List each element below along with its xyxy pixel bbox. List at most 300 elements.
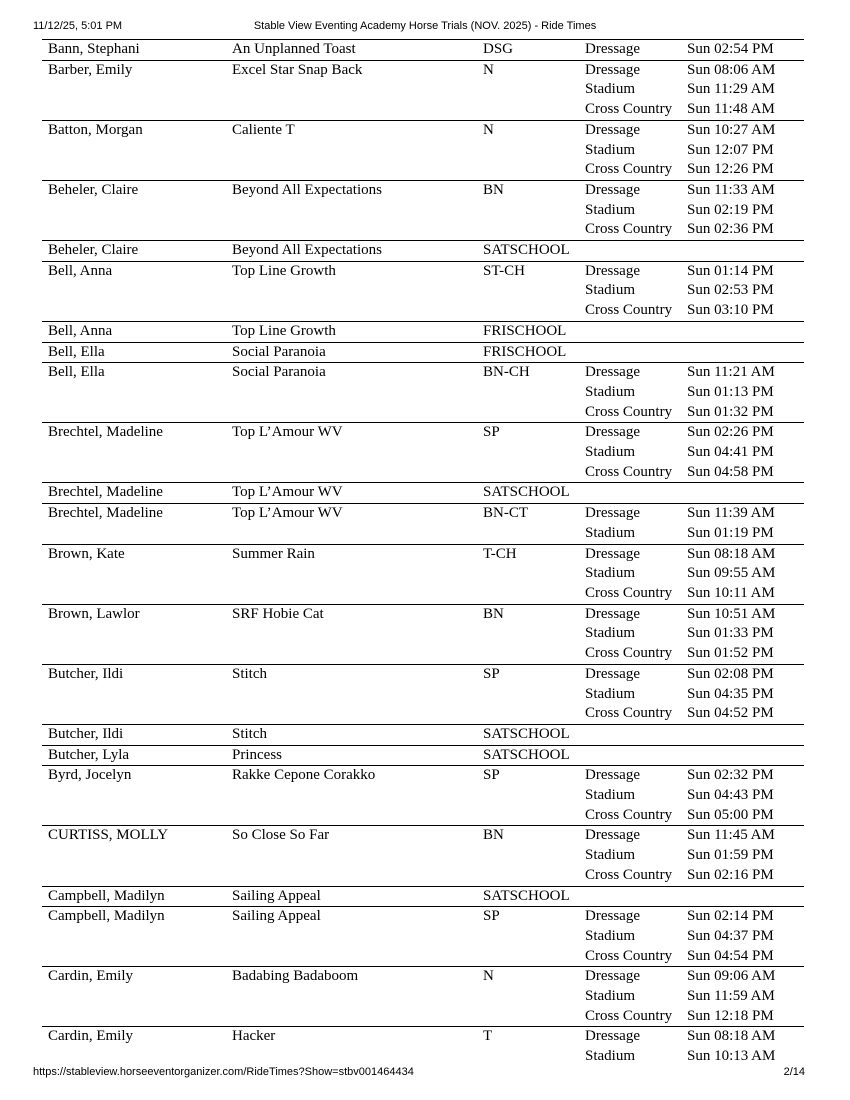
rider-name: Bell, Ella	[42, 342, 226, 363]
table-row	[42, 846, 804, 866]
phase: Dressage	[579, 604, 681, 624]
rider-name	[42, 987, 226, 1007]
rider-name: Cardin, Emily	[42, 1027, 226, 1047]
rider-name: Batton, Morgan	[42, 120, 226, 140]
rider-name: Bell, Anna	[42, 321, 226, 342]
ride-time: Sun 02:16 PM	[687, 866, 774, 883]
rider-name	[42, 220, 226, 240]
table-row	[42, 1007, 804, 1027]
division: FRISCHOOL	[477, 342, 579, 363]
phase: Stadium	[585, 141, 636, 158]
rider-name: Butcher, Ildi	[42, 664, 226, 684]
ride-time: Sun 04:58 PM	[687, 463, 774, 480]
division: FRISCHOOL	[477, 321, 579, 342]
phase: Stadium	[585, 282, 636, 299]
division: N	[477, 60, 579, 80]
ride-time: Sun 01:32 PM	[687, 403, 774, 420]
division	[477, 443, 579, 463]
division: SP	[477, 907, 579, 927]
division: BN	[477, 826, 579, 846]
ride-time	[681, 724, 804, 745]
ride-time: Sun 08:18 AM	[681, 1027, 804, 1047]
horse-name	[226, 786, 477, 806]
rider-name	[42, 866, 226, 886]
horse-name: Sailing Appeal	[226, 886, 477, 907]
division	[477, 201, 579, 221]
table-row	[42, 160, 804, 180]
table-row	[42, 967, 804, 987]
table-row	[42, 220, 804, 240]
phase: Cross Country	[585, 705, 673, 722]
ride-time: Sun 11:48 AM	[687, 101, 775, 118]
phase: Cross Country	[585, 947, 673, 964]
horse-name	[226, 201, 477, 221]
horse-name	[226, 403, 477, 423]
table-row	[42, 745, 804, 766]
ride-time	[681, 886, 804, 907]
ride-time: Sun 04:35 PM	[687, 685, 774, 702]
phase: Cross Country	[585, 302, 673, 319]
horse-name: Stitch	[226, 664, 477, 684]
horse-name	[226, 927, 477, 947]
phase: Dressage	[579, 1027, 681, 1047]
ride-time	[681, 321, 804, 342]
ride-time: Sun 02:26 PM	[681, 423, 804, 443]
ride-time: Sun 12:18 PM	[687, 1007, 774, 1024]
phase: Dressage	[579, 261, 681, 281]
division	[477, 281, 579, 301]
ride-time: Sun 02:08 PM	[681, 664, 804, 684]
division: BN	[477, 604, 579, 624]
division: T	[477, 1027, 579, 1047]
phase: Stadium	[585, 201, 636, 218]
ride-time	[681, 483, 804, 504]
phase: Dressage	[579, 826, 681, 846]
phase: Cross Country	[585, 101, 673, 118]
table-row	[42, 321, 804, 342]
division	[477, 584, 579, 604]
horse-name	[226, 463, 477, 483]
table-row	[42, 1027, 804, 1047]
phase	[579, 342, 681, 363]
horse-name	[226, 220, 477, 240]
rider-name: Butcher, Lyla	[42, 745, 226, 766]
table-row	[42, 423, 804, 443]
ride-time: Sun 02:19 PM	[687, 201, 774, 218]
table-row	[42, 724, 804, 745]
rider-name	[42, 281, 226, 301]
horse-name	[226, 443, 477, 463]
division: SATSCHOOL	[477, 724, 579, 745]
table-row	[42, 120, 804, 140]
horse-name	[226, 947, 477, 967]
rider-name: Barber, Emily	[42, 60, 226, 80]
ride-times-body	[42, 40, 804, 1067]
division	[477, 100, 579, 120]
horse-name	[226, 624, 477, 644]
ride-time: Sun 11:21 AM	[681, 363, 804, 383]
division	[477, 524, 579, 544]
phase: Stadium	[585, 1048, 636, 1065]
table-row	[42, 544, 804, 564]
rider-name	[42, 383, 226, 403]
division	[477, 947, 579, 967]
table-row	[42, 524, 804, 544]
horse-name: Badabing Badaboom	[226, 967, 477, 987]
ride-time: Sun 04:54 PM	[687, 947, 774, 964]
division: SP	[477, 423, 579, 443]
horse-name: Sailing Appeal	[226, 907, 477, 927]
phase: Stadium	[585, 988, 636, 1005]
division	[477, 220, 579, 240]
table-row	[42, 685, 804, 705]
division: BN-CT	[477, 504, 579, 524]
table-row	[42, 180, 804, 200]
table-row	[42, 1047, 804, 1067]
table-row	[42, 886, 804, 907]
division: SP	[477, 766, 579, 786]
rider-name: Brechtel, Madeline	[42, 504, 226, 524]
table-row	[42, 60, 804, 80]
division	[477, 80, 579, 100]
horse-name: Hacker	[226, 1027, 477, 1047]
horse-name	[226, 806, 477, 826]
table-row	[42, 281, 804, 301]
ride-time: Sun 01:19 PM	[687, 524, 774, 541]
rider-name: Brown, Kate	[42, 544, 226, 564]
horse-name: Top Line Growth	[226, 321, 477, 342]
ride-time: Sun 04:43 PM	[687, 787, 774, 804]
ride-time: Sun 11:33 AM	[681, 180, 804, 200]
division	[477, 160, 579, 180]
table-row	[42, 80, 804, 100]
rider-name	[42, 704, 226, 724]
horse-name	[226, 524, 477, 544]
phase: Stadium	[585, 847, 636, 864]
table-row	[42, 241, 804, 262]
ride-time: Sun 02:36 PM	[687, 221, 774, 238]
ride-time	[681, 745, 804, 766]
rider-name	[42, 685, 226, 705]
ride-time: Sun 11:45 AM	[681, 826, 804, 846]
table-row	[42, 947, 804, 967]
division: N	[477, 967, 579, 987]
division: SATSCHOOL	[477, 241, 579, 262]
rider-name	[42, 786, 226, 806]
phase: Cross Country	[585, 161, 673, 178]
rider-name	[42, 201, 226, 221]
horse-name: Top L’Amour WV	[226, 483, 477, 504]
division: ST-CH	[477, 261, 579, 281]
table-row	[42, 483, 804, 504]
table-row	[42, 806, 804, 826]
phase: Dressage	[579, 180, 681, 200]
ride-time: Sun 08:06 AM	[681, 60, 804, 80]
ride-time: Sun 09:55 AM	[687, 565, 776, 582]
horse-name	[226, 564, 477, 584]
ride-time	[681, 241, 804, 262]
rider-name: Brechtel, Madeline	[42, 483, 226, 504]
phase: Dressage	[579, 423, 681, 443]
horse-name	[226, 281, 477, 301]
rider-name: Bell, Ella	[42, 363, 226, 383]
table-row	[42, 201, 804, 221]
phase	[579, 483, 681, 504]
ride-time: Sun 10:27 AM	[681, 120, 804, 140]
phase: Dressage	[579, 544, 681, 564]
ride-time: Sun 01:52 PM	[687, 645, 774, 662]
rider-name	[42, 947, 226, 967]
page-number: 2/14	[783, 1066, 805, 1078]
rider-name	[42, 443, 226, 463]
division	[477, 141, 579, 161]
rider-name	[42, 806, 226, 826]
ride-time: Sun 11:29 AM	[687, 81, 775, 98]
ride-time: Sun 05:00 PM	[687, 806, 774, 823]
horse-name: Rakke Cepone Corakko	[226, 766, 477, 786]
division: N	[477, 120, 579, 140]
phase: Dressage	[579, 120, 681, 140]
ride-time	[681, 342, 804, 363]
horse-name: Caliente T	[226, 120, 477, 140]
rider-name	[42, 1007, 226, 1027]
phase: Cross Country	[585, 645, 673, 662]
phase: Stadium	[585, 524, 636, 541]
horse-name	[226, 866, 477, 886]
table-row	[42, 786, 804, 806]
table-row	[42, 100, 804, 120]
horse-name	[226, 1007, 477, 1027]
horse-name	[226, 846, 477, 866]
phase: Cross Country	[585, 463, 673, 480]
phase	[579, 745, 681, 766]
division: SP	[477, 664, 579, 684]
division: SATSCHOOL	[477, 483, 579, 504]
table-row	[42, 40, 804, 61]
division	[477, 987, 579, 1007]
horse-name: Beyond All Expectations	[226, 180, 477, 200]
horse-name: SRF Hobie Cat	[226, 604, 477, 624]
division: DSG	[477, 40, 579, 61]
division	[477, 806, 579, 826]
rider-name	[42, 927, 226, 947]
rider-name	[42, 160, 226, 180]
ride-time: Sun 02:54 PM	[681, 40, 804, 61]
table-row	[42, 826, 804, 846]
table-row	[42, 301, 804, 321]
rider-name: Bann, Stephani	[42, 40, 226, 61]
phase	[579, 321, 681, 342]
phase: Stadium	[585, 383, 636, 400]
horse-name	[226, 301, 477, 321]
table-row	[42, 463, 804, 483]
table-row	[42, 342, 804, 363]
division	[477, 1007, 579, 1027]
horse-name	[226, 141, 477, 161]
phase	[579, 724, 681, 745]
table-row	[42, 624, 804, 644]
phase: Cross Country	[585, 584, 673, 601]
ride-time: Sun 09:06 AM	[681, 967, 804, 987]
phase: Stadium	[585, 685, 636, 702]
table-row	[42, 564, 804, 584]
horse-name	[226, 644, 477, 664]
division	[477, 1047, 579, 1067]
page-title: Stable View Eventing Academy Horse Trials (NOV. 2025) - Ride Times	[253, 20, 597, 32]
phase: Stadium	[585, 787, 636, 804]
rider-name: Bell, Anna	[42, 261, 226, 281]
horse-name: Top Line Growth	[226, 261, 477, 281]
division	[477, 685, 579, 705]
division: T-CH	[477, 544, 579, 564]
phase: Dressage	[579, 40, 681, 61]
ride-time: Sun 03:10 PM	[687, 302, 774, 319]
ride-time: Sun 01:33 PM	[687, 625, 774, 642]
horse-name: So Close So Far	[226, 826, 477, 846]
phase: Dressage	[579, 504, 681, 524]
rider-name: Brechtel, Madeline	[42, 423, 226, 443]
rider-name	[42, 564, 226, 584]
rider-name	[42, 644, 226, 664]
division	[477, 786, 579, 806]
table-row	[42, 907, 804, 927]
rider-name	[42, 524, 226, 544]
rider-name: Beheler, Claire	[42, 180, 226, 200]
horse-name	[226, 80, 477, 100]
rider-name	[42, 141, 226, 161]
rider-name: Campbell, Madilyn	[42, 907, 226, 927]
table-row	[42, 261, 804, 281]
ride-time: Sun 12:07 PM	[687, 141, 774, 158]
rider-name	[42, 100, 226, 120]
horse-name	[226, 704, 477, 724]
ride-times-table	[42, 39, 804, 1067]
rider-name	[42, 80, 226, 100]
table-row	[42, 403, 804, 423]
rider-name: Butcher, Ildi	[42, 724, 226, 745]
phase: Dressage	[579, 60, 681, 80]
ride-time: Sun 08:18 AM	[681, 544, 804, 564]
horse-name: Beyond All Expectations	[226, 241, 477, 262]
horse-name	[226, 1047, 477, 1067]
rider-name	[42, 624, 226, 644]
table-row	[42, 363, 804, 383]
rider-name	[42, 301, 226, 321]
ride-time: Sun 12:26 PM	[687, 161, 774, 178]
horse-name	[226, 685, 477, 705]
horse-name	[226, 584, 477, 604]
horse-name: Princess	[226, 745, 477, 766]
phase	[579, 241, 681, 262]
rider-name: Brown, Lawlor	[42, 604, 226, 624]
phase: Dressage	[579, 766, 681, 786]
phase: Dressage	[579, 907, 681, 927]
ride-time: Sun 04:52 PM	[687, 705, 774, 722]
table-row	[42, 664, 804, 684]
phase: Stadium	[585, 927, 636, 944]
rider-name	[42, 1047, 226, 1067]
horse-name: Stitch	[226, 724, 477, 745]
phase: Dressage	[579, 967, 681, 987]
horse-name: Excel Star Snap Back	[226, 60, 477, 80]
division: BN-CH	[477, 363, 579, 383]
phase: Cross Country	[585, 221, 673, 238]
ride-time: Sun 10:11 AM	[687, 584, 775, 601]
table-row	[42, 504, 804, 524]
ride-time: Sun 01:13 PM	[687, 383, 774, 400]
table-row	[42, 383, 804, 403]
division: SATSCHOOL	[477, 745, 579, 766]
table-row	[42, 584, 804, 604]
print-datetime: 11/12/25, 5:01 PM	[33, 20, 123, 32]
division	[477, 403, 579, 423]
ride-time: Sun 10:13 AM	[687, 1048, 776, 1065]
rider-name: Byrd, Jocelyn	[42, 766, 226, 786]
rider-name: CURTISS, MOLLY	[42, 826, 226, 846]
horse-name	[226, 100, 477, 120]
ride-time: Sun 02:32 PM	[681, 766, 804, 786]
division	[477, 301, 579, 321]
phase: Cross Country	[585, 866, 673, 883]
division	[477, 927, 579, 947]
ride-time: Sun 10:51 AM	[681, 604, 804, 624]
ride-time: Sun 04:41 PM	[687, 444, 774, 461]
phase: Cross Country	[585, 403, 673, 420]
rider-name	[42, 403, 226, 423]
phase: Dressage	[579, 363, 681, 383]
division	[477, 644, 579, 664]
ride-time: Sun 11:59 AM	[687, 988, 775, 1005]
ride-time: Sun 11:39 AM	[681, 504, 804, 524]
horse-name	[226, 160, 477, 180]
division	[477, 383, 579, 403]
table-row	[42, 141, 804, 161]
division	[477, 704, 579, 724]
horse-name: Social Paranoia	[226, 342, 477, 363]
division	[477, 564, 579, 584]
phase: Stadium	[585, 565, 636, 582]
table-row	[42, 604, 804, 624]
phase: Dressage	[579, 664, 681, 684]
division	[477, 624, 579, 644]
horse-name: An Unplanned Toast	[226, 40, 477, 61]
rider-name	[42, 584, 226, 604]
ride-time: Sun 01:14 PM	[681, 261, 804, 281]
table-row	[42, 866, 804, 886]
table-row	[42, 766, 804, 786]
table-row	[42, 987, 804, 1007]
phase: Stadium	[585, 625, 636, 642]
horse-name: Social Paranoia	[226, 363, 477, 383]
horse-name	[226, 383, 477, 403]
rider-name	[42, 463, 226, 483]
phase: Stadium	[585, 444, 636, 461]
table-row	[42, 443, 804, 463]
table-row	[42, 644, 804, 664]
division	[477, 846, 579, 866]
horse-name: Top L’Amour WV	[226, 423, 477, 443]
rider-name: Campbell, Madilyn	[42, 886, 226, 907]
footer-url: https://stableview.horseeventorganizer.com/RideTimes?Show=stbv001464434	[33, 1066, 414, 1078]
phase: Stadium	[585, 81, 636, 98]
phase: Cross Country	[585, 806, 673, 823]
division	[477, 463, 579, 483]
ride-time: Sun 02:53 PM	[687, 282, 774, 299]
ride-time: Sun 01:59 PM	[687, 847, 774, 864]
division: SATSCHOOL	[477, 886, 579, 907]
horse-name	[226, 987, 477, 1007]
rider-name	[42, 846, 226, 866]
